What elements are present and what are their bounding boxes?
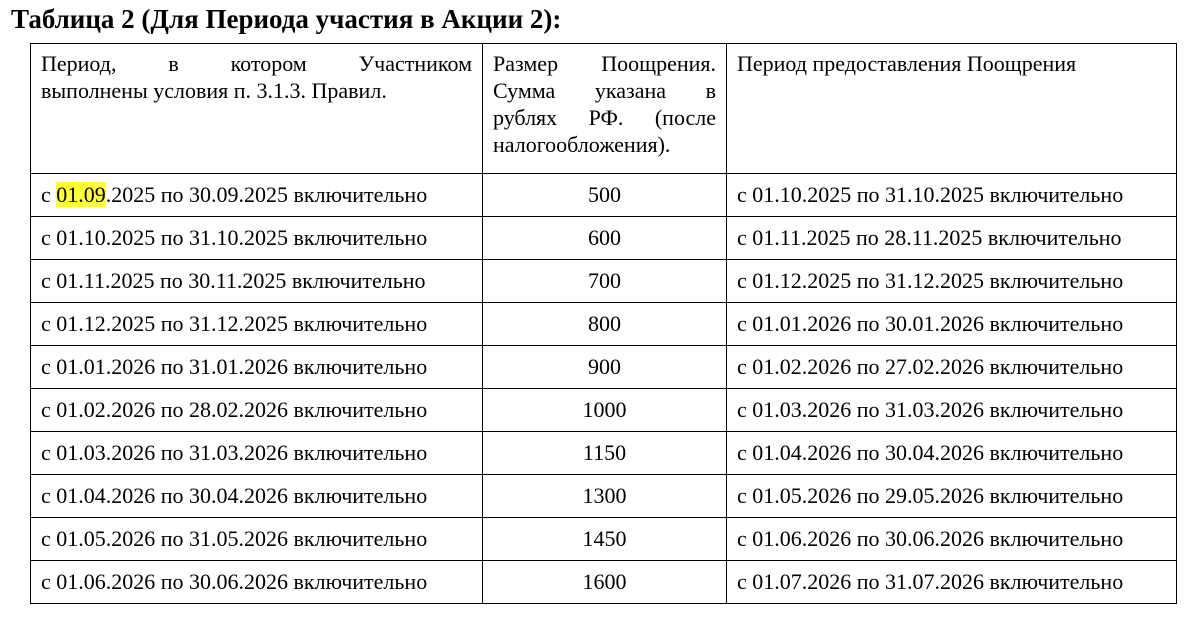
period-text: с 01.10.2025 по 31.10.2025 включительно [41, 225, 428, 250]
cell-grant-period: с 01.12.2025 по 31.12.2025 включительно [727, 260, 1177, 303]
cell-amount: 1300 [483, 475, 727, 518]
cell-amount: 1150 [483, 432, 727, 475]
table-row [31, 475, 1177, 518]
table-row [31, 432, 1177, 475]
table-row [31, 260, 1177, 303]
cell-period [31, 389, 483, 432]
cell-grant-period: с 01.04.2026 по 30.04.2026 включительно [727, 432, 1177, 475]
cell-grant-period: с 01.10.2025 по 31.10.2025 включительно [727, 174, 1177, 217]
period-text: .2025 по 30.09.2025 включительно [105, 182, 428, 207]
cell-period [31, 260, 483, 303]
cell-period [31, 475, 483, 518]
period-text: с 01.12.2025 по 31.12.2025 включительно [41, 311, 428, 336]
period-text: с 01.05.2026 по 31.05.2026 включительно [41, 526, 428, 551]
cell-period [31, 432, 483, 475]
cell-grant-period: с 01.05.2026 по 29.05.2026 включительно [727, 475, 1177, 518]
cell-period [31, 303, 483, 346]
table-row [31, 303, 1177, 346]
cell-period [31, 518, 483, 561]
cell-amount: 700 [483, 260, 727, 303]
cell-period [31, 346, 483, 389]
cell-amount: 600 [483, 217, 727, 260]
table-row [31, 346, 1177, 389]
period-text: с 01.03.2026 по 31.03.2026 включительно [41, 440, 428, 465]
period-text: с [41, 182, 57, 207]
table-row [31, 561, 1177, 604]
header-grant-period: Период предоставления Поощрения [727, 44, 1177, 174]
cell-amount: 1000 [483, 389, 727, 432]
cell-period [31, 217, 483, 260]
header-period-line1: Период, в котором Участником [41, 51, 472, 76]
cell-amount: 500 [483, 174, 727, 217]
table-title: Таблица 2 (Для Периода участия в Акции 2): [11, 4, 562, 34]
period-text: с 01.06.2026 по 30.06.2026 включительно [41, 569, 428, 594]
cell-grant-period: с 01.06.2026 по 30.06.2026 включительно [727, 518, 1177, 561]
table-row [31, 518, 1177, 561]
cell-amount: 800 [483, 303, 727, 346]
cell-amount: 900 [483, 346, 727, 389]
header-period-line2: выполнены условия п. 3.1.3. Правил. [41, 78, 387, 103]
period-text: с 01.04.2026 по 30.04.2026 включительно [41, 483, 428, 508]
cell-period [31, 174, 483, 217]
header-row [31, 44, 1177, 174]
cell-period [31, 561, 483, 604]
table-body [31, 174, 1177, 604]
header-period [31, 44, 483, 174]
header-amount: Размер Поощрения. Сумма указана в рублях РФ. (после налогообложения). [483, 44, 727, 174]
table-row [31, 389, 1177, 432]
period-text: с 01.02.2026 по 28.02.2026 включительно [41, 397, 428, 422]
period-text: с 01.11.2025 по 30.11.2025 включительно [41, 268, 426, 293]
cell-grant-period: с 01.03.2026 по 31.03.2026 включительно [727, 389, 1177, 432]
highlighted-date: 01.09 [56, 182, 106, 207]
cell-grant-period: с 01.07.2026 по 31.07.2026 включительно [727, 561, 1177, 604]
cell-grant-period: с 01.02.2026 по 27.02.2026 включительно [727, 346, 1177, 389]
table-row [31, 217, 1177, 260]
cell-grant-period: с 01.11.2025 по 28.11.2025 включительно [727, 217, 1177, 260]
period-text: с 01.01.2026 по 31.01.2026 включительно [41, 354, 428, 379]
table-row [31, 174, 1177, 217]
reward-schedule-table [30, 43, 1177, 604]
cell-amount: 1450 [483, 518, 727, 561]
cell-grant-period: с 01.01.2026 по 30.01.2026 включительно [727, 303, 1177, 346]
cell-amount: 1600 [483, 561, 727, 604]
